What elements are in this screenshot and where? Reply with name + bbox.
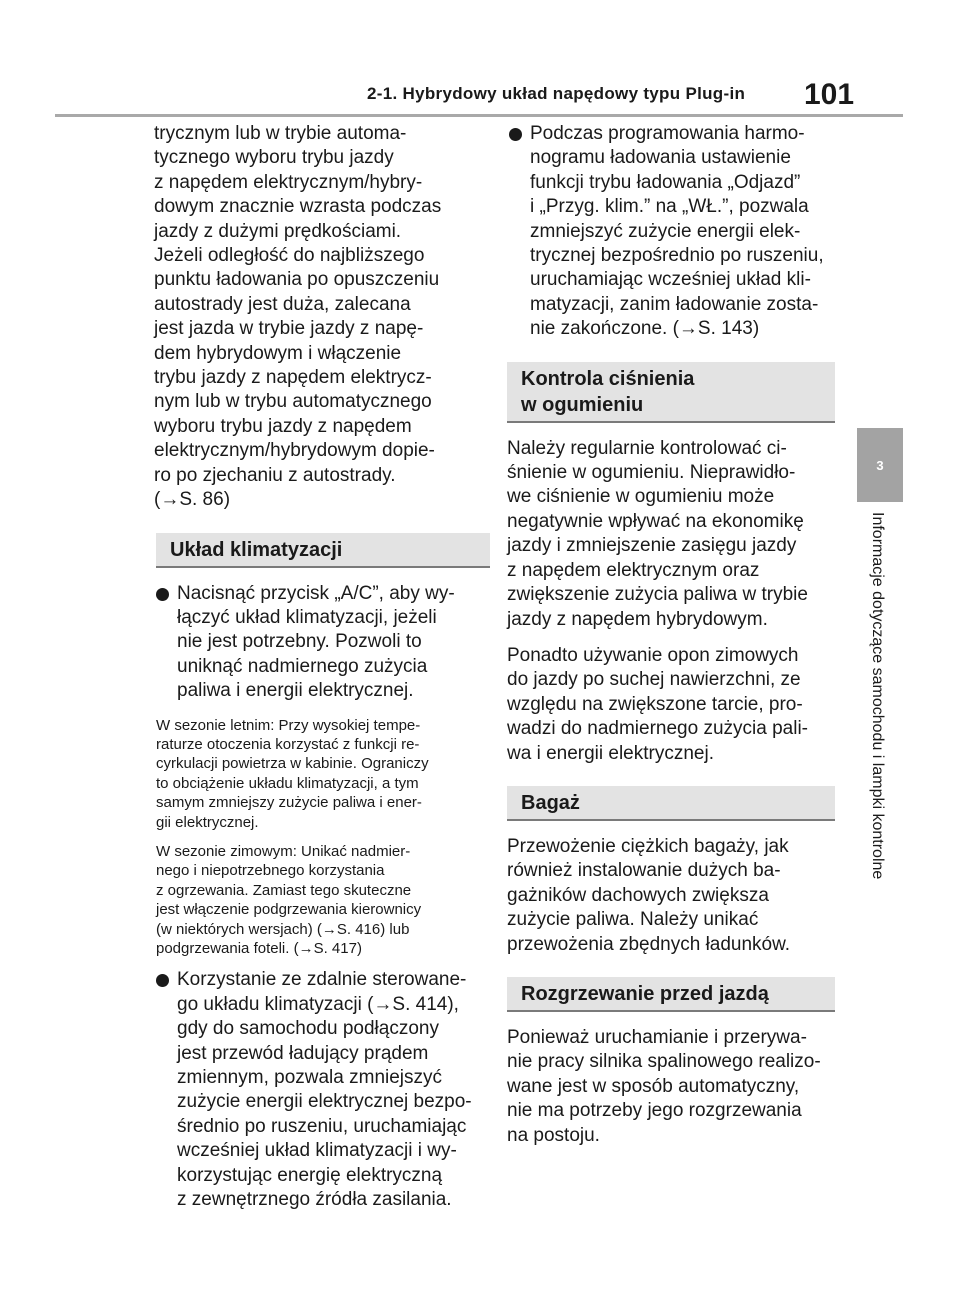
text-line: gii elektrycznej. bbox=[156, 813, 259, 831]
text-line: przewożenia zbędnych ładunków. bbox=[507, 933, 791, 955]
text-line: samym zmniejszy zużycie paliwa i ener- bbox=[156, 794, 422, 812]
text-line: jest włączenie podgrzewania kierownicy bbox=[156, 901, 422, 919]
page-number: 101 bbox=[804, 78, 855, 111]
text-line: funkcji trybu ładowania „Odjazd” bbox=[530, 171, 801, 193]
chapter-side-label: Informacje dotyczące samochodu i lampki kontrolne bbox=[869, 512, 886, 880]
text-line: również instalowanie dużych ba- bbox=[507, 860, 781, 882]
header-title: 2-1. Hybrydowy układ napędowy typu Plug-in bbox=[367, 84, 746, 103]
text-line: średnio po ruszeniu, uruchamiając bbox=[177, 1115, 467, 1137]
text-line: Podczas programowania harmo- bbox=[530, 123, 805, 144]
text-line: wcześniej układ klimatyzacji i wy- bbox=[177, 1140, 457, 1162]
text-line: z napędem elektrycznym oraz bbox=[507, 559, 760, 581]
bullet-remote-ac bbox=[154, 968, 484, 1212]
text-line: jazdy z napędem hybrydowym. bbox=[507, 608, 768, 630]
text-line: Należy regularnie kontrolować ci- bbox=[507, 437, 787, 459]
text-line: uniknąć nadmiernego zużycia bbox=[177, 655, 428, 677]
text-line: zmniejszyć zużycie energii elek- bbox=[530, 220, 801, 242]
text-line: ro po zjechaniu z autostrady. bbox=[154, 464, 396, 486]
header-divider bbox=[55, 114, 903, 117]
text-line: względu na zwiększone tarcie, pro- bbox=[507, 693, 803, 715]
text-line: autostrady jest duża, zalecana bbox=[154, 293, 411, 315]
text-line: uruchamiając wcześniej układ kli- bbox=[530, 269, 811, 291]
text-line: trycznej bezpośrednio po ruszeniu, bbox=[530, 245, 824, 267]
section-heading-tire-pressure bbox=[507, 362, 835, 423]
text-line: nym lub w trybu automatycznego bbox=[154, 391, 432, 413]
text-line: nie pracy silnika spalinowego realizo- bbox=[507, 1051, 821, 1073]
text-line: zwiększenie zużycia paliwa w trybie bbox=[507, 584, 808, 606]
text-line: punktu ładowania po opuszczeniu bbox=[154, 269, 440, 291]
text-line: śnienie w ogumieniu. Nieprawidło- bbox=[507, 462, 796, 484]
text-line: w ogumieniu bbox=[521, 393, 644, 416]
tire-paragraph-2 bbox=[507, 644, 835, 766]
text-line: (w niektórych wersjach) (→S. 416) lub bbox=[156, 920, 410, 938]
text-line: raturze otoczenia korzystać z funkcji re- bbox=[156, 735, 420, 753]
text-line: zmiennym, pozwala zmniejszyć bbox=[177, 1067, 443, 1089]
text-line: Nacisnąć przycisk „A/C”, aby wy- bbox=[177, 582, 455, 604]
text-line: z napędem elektrycznym/hybry- bbox=[154, 171, 423, 193]
text-line: Ponadto używanie opon zimowych bbox=[507, 644, 799, 666]
text-line: korzystując energię elektryczną bbox=[177, 1164, 443, 1186]
intro-paragraph bbox=[154, 122, 484, 513]
text-line: tycznego wyboru trybu jazdy bbox=[154, 147, 394, 169]
note-summer bbox=[156, 716, 484, 832]
right-column bbox=[507, 122, 835, 1160]
text-line: Przewożenie ciężkich bagaży, jak bbox=[507, 835, 789, 857]
text-line: nie zakończone. (→S. 143) bbox=[530, 318, 760, 340]
text-line: paliwa i energii elektrycznej. bbox=[177, 680, 414, 702]
chapter-tab-number: 3 bbox=[876, 458, 884, 473]
text-line: z ogrzewania. Zamiast tego skuteczne bbox=[156, 881, 412, 899]
warmup-paragraph bbox=[507, 1026, 835, 1148]
text-line: we ciśnienie w ogumieniu może bbox=[507, 486, 775, 508]
text-line: dowym znacznie wzrasta podczas bbox=[154, 196, 442, 218]
text-line: i „Przyg. klim.” na „WŁ.”, pozwala bbox=[530, 196, 809, 218]
text-line: z zewnętrznego źródła zasilania. bbox=[177, 1189, 452, 1211]
text-line: jazdy z dużymi prędkościami. bbox=[154, 220, 402, 242]
note-winter bbox=[156, 842, 484, 958]
text-line: gażników dachowych zwiększa bbox=[507, 884, 769, 906]
text-line: nie ma potrzeby jego rozgrzewania bbox=[507, 1100, 802, 1122]
text-line: wyboru trybu jazdy z napędem bbox=[154, 415, 412, 437]
text-line: elektrycznym/hybrydowym dopie- bbox=[154, 440, 435, 462]
text-line: dem hybrydowym i włączenie bbox=[154, 342, 402, 364]
text-line: negatywnie wpływać na ekonomikę bbox=[507, 510, 804, 532]
bullet-charging-schedule bbox=[507, 122, 835, 342]
section-heading-air-conditioning: Układ klimatyzacji bbox=[156, 533, 490, 568]
text-line: jest jazda w trybie jazdy z napę- bbox=[154, 318, 424, 340]
text-line: wane jest w sposób automatyczny, bbox=[507, 1075, 800, 1097]
text-line: go układu klimatyzacji (→S. 414), bbox=[177, 993, 459, 1015]
left-column bbox=[154, 122, 484, 1224]
text-line: wa i energii elektrycznej. bbox=[507, 742, 714, 764]
text-line: wadzi do nadmiernego zużycia pali- bbox=[507, 718, 808, 740]
bullet-ac-button bbox=[154, 582, 484, 704]
text-line: (→S. 86) bbox=[154, 489, 231, 511]
section-heading-warmup: Rozgrzewanie przed jazdą bbox=[507, 977, 835, 1012]
luggage-paragraph bbox=[507, 835, 835, 957]
text-line: zużycie energii elektrycznej bezpo- bbox=[177, 1091, 472, 1113]
text-line: matyzacji, zanim ładowanie zosta- bbox=[530, 293, 819, 315]
text-line: łączyć układ klimatyzacji, jeżeli bbox=[177, 606, 437, 628]
tire-paragraph-1 bbox=[507, 437, 835, 632]
text-line: nie jest potrzebny. Pozwoli to bbox=[177, 631, 422, 653]
text-line: jazdy i zmniejszenie zasięgu jazdy bbox=[507, 535, 797, 557]
text-line: do jazdy po suchej nawierzchni, ze bbox=[507, 669, 801, 691]
text-line: Korzystanie ze zdalnie sterowane- bbox=[177, 969, 467, 991]
text-line: gdy do samochodu podłączony bbox=[177, 1018, 439, 1040]
text-line: W sezonie zimowym: Unikać nadmier- bbox=[156, 842, 411, 860]
text-line: Jeżeli odległość do najbliższego bbox=[154, 245, 425, 267]
text-line: nogramu ładowania ustawienie bbox=[530, 147, 791, 169]
chapter-tab[interactable] bbox=[857, 428, 903, 502]
text-line: zużycie paliwa. Należy unikać bbox=[507, 909, 759, 931]
text-line: W sezonie letnim: Przy wysokiej tempe- bbox=[156, 716, 421, 734]
text-line: jest przewód ładujący prądem bbox=[177, 1042, 429, 1064]
text-line: Ponieważ uruchamianie i przerywa- bbox=[507, 1026, 807, 1048]
text-line: podgrzewania foteli. (→S. 417) bbox=[156, 940, 362, 957]
text-line: nego i niepotrzebnego korzystania bbox=[156, 862, 385, 880]
text-line: trybu jazdy z napędem elektrycz- bbox=[154, 367, 432, 389]
text-line: trycznym lub w trybie automa- bbox=[154, 123, 407, 144]
text-line: to obciążenie układu klimatyzacji, a tym bbox=[156, 774, 419, 792]
text-line: na postoju. bbox=[507, 1124, 600, 1146]
section-heading-luggage: Bagaż bbox=[507, 786, 835, 821]
text-line: Kontrola ciśnienia bbox=[521, 367, 695, 390]
text-line: cyrkulacji powietrza w kabinie. Ograniczy bbox=[156, 755, 429, 773]
